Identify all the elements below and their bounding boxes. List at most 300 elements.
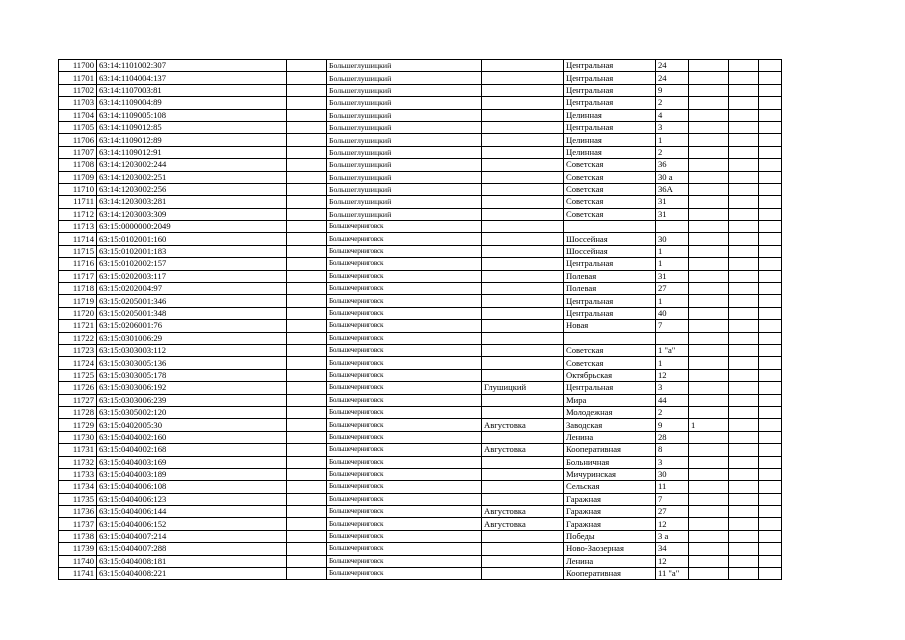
extra-cell (689, 109, 729, 121)
municipality-cell: Большечерниговск (327, 481, 482, 493)
blank-cell (759, 97, 782, 109)
row-number-cell: 11723 (59, 344, 97, 356)
house-cell: 31 (656, 208, 689, 220)
blank-cell (729, 159, 759, 171)
municipality-cell: Большеглушицкий (327, 72, 482, 84)
street-cell: Гаражная (564, 506, 656, 518)
row-number-cell: 11728 (59, 406, 97, 418)
cadastral-number-cell: 63:14:1107003:81 (97, 84, 287, 96)
blank-cell (287, 468, 327, 480)
row-number-cell: 11705 (59, 121, 97, 133)
row-number-cell: 11733 (59, 468, 97, 480)
table-row (59, 245, 782, 257)
blank-cell (729, 245, 759, 257)
cadastral-number-cell: 63:15:0303003:112 (97, 344, 287, 356)
locality-cell (482, 84, 564, 96)
locality-cell: Глушицкий (482, 382, 564, 394)
blank-cell (759, 506, 782, 518)
extra-cell (689, 444, 729, 456)
municipality-cell: Большеглушицкий (327, 146, 482, 158)
locality-cell (482, 258, 564, 270)
extra-cell (689, 245, 729, 257)
locality-cell (482, 468, 564, 480)
blank-cell (287, 406, 327, 418)
blank-cell (729, 283, 759, 295)
extra-cell (689, 121, 729, 133)
blank-cell (759, 344, 782, 356)
table-row (59, 60, 782, 72)
street-cell: Ленина (564, 555, 656, 567)
table-row (59, 72, 782, 84)
municipality-cell: Большечерниговск (327, 221, 482, 233)
cadastral-number-cell: 63:14:1109004:89 (97, 97, 287, 109)
blank-cell (759, 245, 782, 257)
blank-cell (287, 530, 327, 542)
table-row (59, 530, 782, 542)
blank-cell (759, 555, 782, 567)
extra-cell (689, 543, 729, 555)
cadastral-number-cell: 63:15:0404006:108 (97, 481, 287, 493)
blank-cell (729, 543, 759, 555)
house-cell: 36А (656, 183, 689, 195)
cadastral-number-cell: 63:15:0404006:123 (97, 493, 287, 505)
house-cell: 40 (656, 307, 689, 319)
cadastral-number-cell: 63:15:0404002:168 (97, 444, 287, 456)
row-number-cell: 11729 (59, 419, 97, 431)
extra-cell (689, 369, 729, 381)
row-number-cell: 11704 (59, 109, 97, 121)
street-cell: Советская (564, 196, 656, 208)
street-cell: Полевая (564, 270, 656, 282)
blank-cell (729, 431, 759, 443)
table-row (59, 357, 782, 369)
extra-cell (689, 97, 729, 109)
table-row (59, 369, 782, 381)
blank-cell (759, 146, 782, 158)
municipality-cell: Большечерниговск (327, 332, 482, 344)
blank-cell (759, 84, 782, 96)
cadastral-number-cell: 63:14:1203003:309 (97, 208, 287, 220)
municipality-cell: Большечерниговск (327, 270, 482, 282)
blank-cell (287, 121, 327, 133)
blank-cell (287, 60, 327, 72)
blank-cell (287, 518, 327, 530)
blank-cell (729, 171, 759, 183)
cadastral-number-cell: 63:15:0206001:76 (97, 320, 287, 332)
table-row (59, 159, 782, 171)
locality-cell (482, 394, 564, 406)
blank-cell (287, 493, 327, 505)
table-row (59, 468, 782, 480)
table-row (59, 221, 782, 233)
row-number-cell: 11712 (59, 208, 97, 220)
blank-cell (729, 196, 759, 208)
blank-cell (287, 456, 327, 468)
street-cell: Молодежная (564, 406, 656, 418)
house-cell: 2 (656, 146, 689, 158)
blank-cell (729, 134, 759, 146)
blank-cell (287, 196, 327, 208)
house-cell: 24 (656, 72, 689, 84)
blank-cell (729, 369, 759, 381)
house-cell: 27 (656, 283, 689, 295)
cadastral-number-cell: 63:15:0404008:181 (97, 555, 287, 567)
extra-cell (689, 60, 729, 72)
cadastral-number-cell: 63:14:1101002:307 (97, 60, 287, 72)
municipality-cell: Большечерниговск (327, 295, 482, 307)
cadastral-number-cell: 63:15:0202003:117 (97, 270, 287, 282)
blank-cell (287, 555, 327, 567)
municipality-cell: Большечерниговск (327, 245, 482, 257)
locality-cell (482, 344, 564, 356)
row-number-cell: 11701 (59, 72, 97, 84)
table-row (59, 134, 782, 146)
street-cell: Ново-Заозерная (564, 543, 656, 555)
house-cell: 1 (656, 134, 689, 146)
locality-cell (482, 221, 564, 233)
row-number-cell: 11721 (59, 320, 97, 332)
extra-cell (689, 72, 729, 84)
municipality-cell: Большечерниговск (327, 568, 482, 580)
house-cell: 12 (656, 555, 689, 567)
blank-cell (287, 431, 327, 443)
extra-cell (689, 208, 729, 220)
blank-cell (729, 493, 759, 505)
blank-cell (287, 146, 327, 158)
house-cell: 27 (656, 506, 689, 518)
cadastral-number-cell: 63:15:0205001:348 (97, 307, 287, 319)
house-cell (656, 221, 689, 233)
row-number-cell: 11736 (59, 506, 97, 518)
municipality-cell: Большечерниговск (327, 530, 482, 542)
locality-cell (482, 406, 564, 418)
cadastral-number-cell: 63:14:1109005:108 (97, 109, 287, 121)
table-row (59, 406, 782, 418)
extra-cell (689, 270, 729, 282)
street-cell: Центральная (564, 382, 656, 394)
blank-cell (287, 134, 327, 146)
row-number-cell: 11737 (59, 518, 97, 530)
cadastral-number-cell: 63:15:0305002:120 (97, 406, 287, 418)
table-row (59, 295, 782, 307)
table-row (59, 332, 782, 344)
cadastral-number-cell: 63:14:1203003:281 (97, 196, 287, 208)
blank-cell (759, 357, 782, 369)
blank-cell (287, 283, 327, 295)
street-cell: Сельская (564, 481, 656, 493)
locality-cell (482, 245, 564, 257)
locality-cell (482, 134, 564, 146)
municipality-cell: Большечерниговск (327, 468, 482, 480)
locality-cell (482, 60, 564, 72)
blank-cell (759, 456, 782, 468)
blank-cell (759, 60, 782, 72)
extra-cell (689, 357, 729, 369)
table-row (59, 233, 782, 245)
blank-cell (287, 270, 327, 282)
locality-cell (482, 431, 564, 443)
locality-cell (482, 171, 564, 183)
street-cell: Полевая (564, 283, 656, 295)
row-number-cell: 11706 (59, 134, 97, 146)
blank-cell (287, 369, 327, 381)
locality-cell (482, 109, 564, 121)
house-cell: 11 (656, 481, 689, 493)
registry-table (58, 59, 782, 580)
street-cell: Целинная (564, 109, 656, 121)
row-number-cell: 11734 (59, 481, 97, 493)
blank-cell (729, 406, 759, 418)
street-cell: Октябрьская (564, 369, 656, 381)
blank-cell (759, 530, 782, 542)
extra-cell (689, 307, 729, 319)
house-cell: 36 (656, 159, 689, 171)
blank-cell (287, 307, 327, 319)
municipality-cell: Большеглушицкий (327, 84, 482, 96)
row-number-cell: 11708 (59, 159, 97, 171)
house-cell: 30 (656, 468, 689, 480)
street-cell: Советская (564, 183, 656, 195)
blank-cell (729, 84, 759, 96)
extra-cell (689, 295, 729, 307)
row-number-cell: 11709 (59, 171, 97, 183)
cadastral-number-cell: 63:15:0404003:189 (97, 468, 287, 480)
cadastral-number-cell: 63:14:1109012:91 (97, 146, 287, 158)
table-row (59, 208, 782, 220)
locality-cell (482, 543, 564, 555)
house-cell: 2 (656, 97, 689, 109)
table-row (59, 109, 782, 121)
row-number-cell: 11731 (59, 444, 97, 456)
municipality-cell: Большечерниговск (327, 555, 482, 567)
blank-cell (729, 506, 759, 518)
extra-cell (689, 530, 729, 542)
street-cell: Центральная (564, 60, 656, 72)
blank-cell (287, 394, 327, 406)
blank-cell (287, 221, 327, 233)
house-cell: 31 (656, 270, 689, 282)
blank-cell (287, 444, 327, 456)
locality-cell (482, 208, 564, 220)
extra-cell (689, 146, 729, 158)
extra-cell (689, 344, 729, 356)
table-row (59, 431, 782, 443)
blank-cell (729, 518, 759, 530)
table-row (59, 258, 782, 270)
street-cell: Целинная (564, 146, 656, 158)
row-number-cell: 11722 (59, 332, 97, 344)
extra-cell (689, 221, 729, 233)
row-number-cell: 11707 (59, 146, 97, 158)
blank-cell (729, 270, 759, 282)
extra-cell (689, 233, 729, 245)
extra-cell (689, 493, 729, 505)
municipality-cell: Большечерниговск (327, 406, 482, 418)
locality-cell (482, 121, 564, 133)
table-row (59, 444, 782, 456)
locality-cell: Августовка (482, 444, 564, 456)
blank-cell (287, 320, 327, 332)
street-cell: Целинная (564, 134, 656, 146)
row-number-cell: 11715 (59, 245, 97, 257)
cadastral-number-cell: 63:14:1203002:251 (97, 171, 287, 183)
locality-cell (482, 320, 564, 332)
house-cell: 1 (656, 258, 689, 270)
blank-cell (729, 468, 759, 480)
locality-cell (482, 357, 564, 369)
municipality-cell: Большеглушицкий (327, 109, 482, 121)
street-cell: Центральная (564, 121, 656, 133)
table-row (59, 555, 782, 567)
extra-cell (689, 431, 729, 443)
blank-cell (759, 159, 782, 171)
blank-cell (759, 332, 782, 344)
street-cell: Центральная (564, 307, 656, 319)
blank-cell (729, 146, 759, 158)
blank-cell (759, 171, 782, 183)
blank-cell (287, 97, 327, 109)
blank-cell (759, 233, 782, 245)
table-row (59, 419, 782, 431)
table-row (59, 481, 782, 493)
blank-cell (759, 431, 782, 443)
cadastral-number-cell: 63:15:0404003:169 (97, 456, 287, 468)
row-number-cell: 11739 (59, 543, 97, 555)
locality-cell: Августовка (482, 419, 564, 431)
blank-cell (287, 109, 327, 121)
cadastral-number-cell: 63:15:0102001:160 (97, 233, 287, 245)
house-cell: 7 (656, 320, 689, 332)
house-cell: 12 (656, 518, 689, 530)
table-row (59, 506, 782, 518)
table-row (59, 493, 782, 505)
row-number-cell: 11724 (59, 357, 97, 369)
house-cell: 3 (656, 382, 689, 394)
street-cell: Советская (564, 159, 656, 171)
street-cell: Мира (564, 394, 656, 406)
locality-cell (482, 159, 564, 171)
municipality-cell: Большеглушицкий (327, 196, 482, 208)
row-number-cell: 11720 (59, 307, 97, 319)
blank-cell (759, 283, 782, 295)
street-cell: Кооперативная (564, 444, 656, 456)
extra-cell (689, 134, 729, 146)
street-cell (564, 332, 656, 344)
municipality-cell: Большеглушицкий (327, 159, 482, 171)
blank-cell (287, 295, 327, 307)
blank-cell (729, 295, 759, 307)
cadastral-number-cell: 63:15:0404008:221 (97, 568, 287, 580)
blank-cell (287, 506, 327, 518)
blank-cell (759, 419, 782, 431)
table-row (59, 344, 782, 356)
cadastral-number-cell: 63:15:0301006:29 (97, 332, 287, 344)
table-row (59, 196, 782, 208)
blank-cell (759, 221, 782, 233)
blank-cell (287, 208, 327, 220)
blank-cell (287, 543, 327, 555)
row-number-cell: 11713 (59, 221, 97, 233)
row-number-cell: 11741 (59, 568, 97, 580)
house-cell: 30 а (656, 171, 689, 183)
street-cell: Центральная (564, 97, 656, 109)
municipality-cell: Большеглушицкий (327, 60, 482, 72)
street-cell: Больничная (564, 456, 656, 468)
municipality-cell: Большечерниговск (327, 493, 482, 505)
municipality-cell: Большечерниговск (327, 233, 482, 245)
extra-cell (689, 258, 729, 270)
house-cell: 28 (656, 431, 689, 443)
locality-cell (482, 72, 564, 84)
blank-cell (287, 357, 327, 369)
blank-cell (287, 84, 327, 96)
table-row (59, 518, 782, 530)
cadastral-number-cell: 63:15:0404006:152 (97, 518, 287, 530)
locality-cell (482, 555, 564, 567)
locality-cell (482, 270, 564, 282)
street-cell: Центральная (564, 258, 656, 270)
street-cell: Победы (564, 530, 656, 542)
house-cell: 4 (656, 109, 689, 121)
house-cell: 12 (656, 369, 689, 381)
municipality-cell: Большечерниговск (327, 431, 482, 443)
street-cell: Заводская (564, 419, 656, 431)
extra-cell (689, 481, 729, 493)
extra-cell (689, 555, 729, 567)
house-cell: 1 (656, 295, 689, 307)
row-number-cell: 11703 (59, 97, 97, 109)
blank-cell (759, 406, 782, 418)
locality-cell (482, 183, 564, 195)
street-cell: Советская (564, 171, 656, 183)
row-number-cell: 11727 (59, 394, 97, 406)
blank-cell (759, 444, 782, 456)
municipality-cell: Большеглушицкий (327, 208, 482, 220)
cadastral-number-cell: 63:15:0303006:192 (97, 382, 287, 394)
house-cell: 9 (656, 419, 689, 431)
house-cell: 9 (656, 84, 689, 96)
blank-cell (729, 382, 759, 394)
blank-cell (287, 159, 327, 171)
blank-cell (759, 72, 782, 84)
municipality-cell: Большечерниговск (327, 344, 482, 356)
extra-cell (689, 518, 729, 530)
municipality-cell: Большеглушицкий (327, 171, 482, 183)
blank-cell (729, 456, 759, 468)
extra-cell: 1 (689, 419, 729, 431)
blank-cell (729, 332, 759, 344)
blank-cell (759, 109, 782, 121)
street-cell: Центральная (564, 295, 656, 307)
municipality-cell: Большеглушицкий (327, 183, 482, 195)
blank-cell (759, 394, 782, 406)
cadastral-number-cell: 63:15:0404007:214 (97, 530, 287, 542)
blank-cell (759, 543, 782, 555)
extra-cell (689, 394, 729, 406)
cadastral-number-cell: 63:15:0303005:178 (97, 369, 287, 381)
blank-cell (729, 97, 759, 109)
table-row (59, 84, 782, 96)
house-cell: 31 (656, 196, 689, 208)
row-number-cell: 11719 (59, 295, 97, 307)
table-row (59, 146, 782, 158)
street-cell: Гаражная (564, 493, 656, 505)
locality-cell: Августовка (482, 506, 564, 518)
municipality-cell: Большечерниговск (327, 382, 482, 394)
blank-cell (729, 555, 759, 567)
cadastral-number-cell: 63:15:0303005:136 (97, 357, 287, 369)
locality-cell (482, 568, 564, 580)
